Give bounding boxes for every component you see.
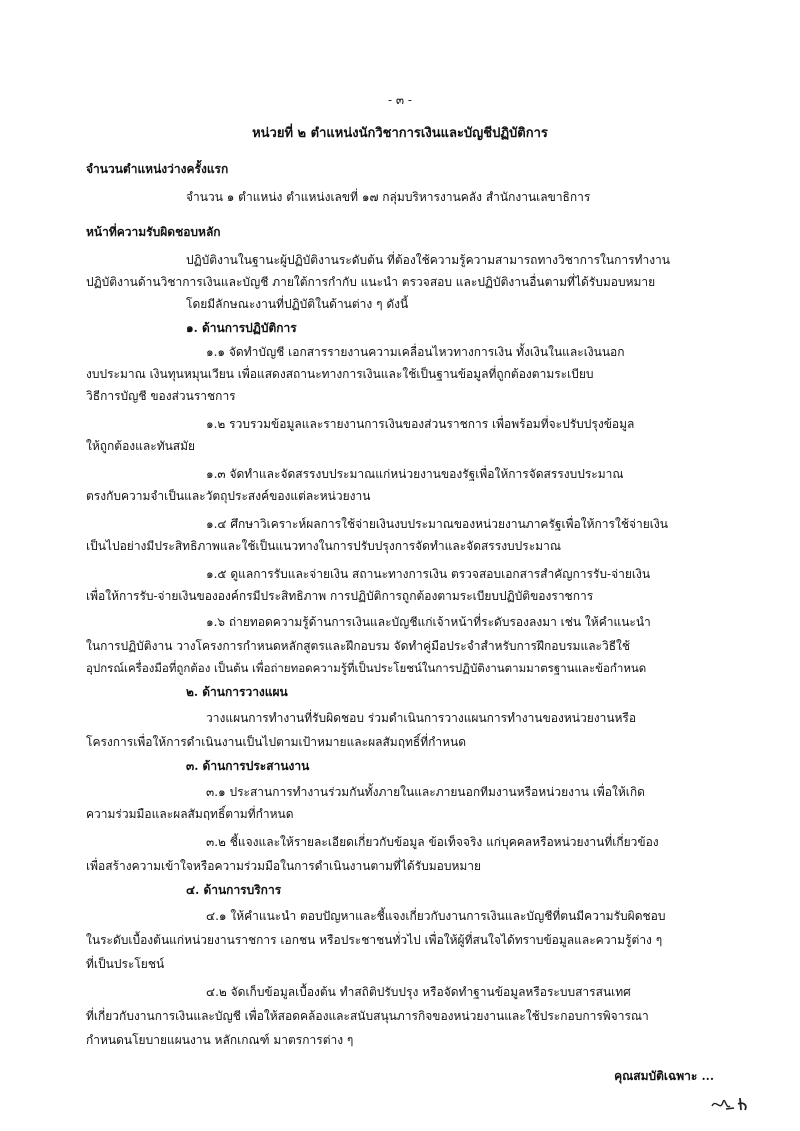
paragraph-line: อุปกรณ์เครื่องมือที่ถูกต้อง เป็นต้น เพื่อถ่ายทอดความรู้ที่เป็นประโยชน์ในการปฏิบัติงานตามมาตรฐานและข้อกำหนด <box>86 661 647 675</box>
paragraph-line: ตรงกับความจำเป็นและวัตถุประสงค์ของแต่ละหน่วยงาน <box>86 489 371 503</box>
paragraph-line: ๓.๑ ประสานการทำงานร่วมกันทั้งภายในและภายนอกทีมงานหรือหน่วยงาน เพื่อให้เกิด <box>206 785 645 799</box>
paragraph-line: ในระดับเบื้องต้นแก่หน่วยงานราชการ เอกชน หรือประชาชนทั่วไป เพื่อให้ผู้ที่สนใจได้ทราบข้อมูลและความรู้ต่าง ๆ <box>86 933 663 947</box>
duties-intro-line: ปฏิบัติงานด้านวิชาการเงินและบัญชี ภายใต้การกำกับ แนะนำ ตรวจสอบ และปฏิบัติงานอื่นตามที่ได้รับมอบหมาย <box>86 275 656 289</box>
paragraph-line: ในการปฏิบัติงาน วางโครงการกำหนดหลักสูตรและฝึกอบรม จัดทำคู่มือประจำสำหรับการฝึกอบรมและวิธีใช้ <box>86 639 631 653</box>
paragraph-line: เพื่อสร้างความเข้าใจหรือความร่วมมือในการดำเนินงานตามที่ได้รับมอบหมาย <box>86 859 482 873</box>
paragraph-line: ๑.๓ จัดทำและจัดสรรงบประมาณแก่หน่วยงานของรัฐเพื่อให้การจัดสรรงบประมาณ <box>206 467 624 481</box>
paragraph-line: ที่เกี่ยวกับงานการเงินและบัญชี เพื่อให้สอดคล้องและสนับสนุนภารกิจของหน่วยงานและใช้ประกอบการพิจารณา <box>86 1009 649 1023</box>
paragraph-line: ๑.๖ ถ่ายทอดความรู้ด้านการเงินและบัญชีแก่เจ้าหน้าที่ระดับรองลงมา เช่น ให้คำแนะนำ <box>206 615 651 629</box>
initials-signature <box>708 1092 752 1116</box>
paragraph-line: กำหนดนโยบายแผนงาน หลักเกณฑ์ มาตรการต่าง ๆ <box>86 1033 354 1047</box>
paragraph-line: ให้ถูกต้องและทันสมัย <box>86 439 196 453</box>
paragraph-line: วางแผนการทำงานที่รับผิดชอบ ร่วมดำเนินการวางแผนการทำงานของหน่วยงานหรือ <box>206 711 637 725</box>
paragraph-line: เป็นไปอย่างมีประสิทธิภาพและใช้เป็นแนวทางในการปรับปรุงการจัดทำและจัดสรรงบประมาณ <box>86 539 561 553</box>
paragraph-line: ๑.๔ ศึกษาวิเคราะห์ผลการใช้จ่ายเงินงบประมาณของหน่วยงานภาครัฐเพื่อให้การใช้จ่ายเงิน <box>206 517 668 531</box>
paragraph-line: ๓.๒ ชี้แจงและให้รายละเอียดเกี่ยวกับข้อมูล ข้อเท็จจริง แก่บุคคลหรือหน่วยงานที่เกี่ยวข้อง <box>206 835 659 849</box>
paragraph-line: ๑.๑ จัดทำบัญชี เอกสารรายงานความเคลื่อนไหวทางการเงิน ทั้งเงินในและเงินนอก <box>206 345 625 359</box>
paragraph-line: ที่เป็นประโยชน์ <box>86 957 165 971</box>
page-title: หน่วยที่ ๒ ตำแหน่งนักวิชาการเงินและบัญชีปฏิบัติการ <box>252 126 548 141</box>
paragraph-line: โครงการเพื่อให้การดำเนินงานเป็นไปตามเป้าหมายและผลสัมฤทธิ์ที่กำหนด <box>86 735 467 749</box>
paragraph-line: ๑.๕ ดูแลการรับและจ่ายเงิน สถานะทางการเงิน ตรวจสอบเอกสารสำคัญการรับ-จ่ายเงิน <box>206 567 651 581</box>
paragraph-line: ความร่วมมือและผลสัมฤทธิ์ตามที่กำหนด <box>86 807 294 821</box>
paragraph-line: เพื่อให้การรับ-จ่ายเงินขององค์กรมีประสิทธิภาพ การปฏิบัติการถูกต้องตามระเบียบปฏิบัติของราชการ <box>86 589 594 603</box>
duties-heading: หน้าที่ความรับผิดชอบหลัก <box>86 225 221 239</box>
paragraph-line: ๑.๒ รวบรวมข้อมูลและรายงานการเงินของส่วนราชการ เพื่อพร้อมที่จะปรับปรุงข้อมูล <box>206 417 635 431</box>
paragraph-line: ๔.๑ ให้คำแนะนำ ตอบปัญหาและชี้แจงเกี่ยวกับงานการเงินและบัญชีที่ตนมีความรับผิดชอบ <box>206 909 666 923</box>
duties-intro-line: โดยมีลักษณะงานที่ปฏิบัติในด้านต่าง ๆ ดังนี้ <box>186 297 409 311</box>
vacancy-text: จำนวน ๑ ตำแหน่ง ตำแหน่งเลขที่ ๑๗ กลุ่มบริหารงานคลัง สำนักงานเลขาธิการ <box>186 190 591 204</box>
continuation-note: คุณสมบัติเฉพาะ ... <box>614 1069 714 1083</box>
section-heading: ๑. ด้านการปฏิบัติการ <box>186 321 297 335</box>
section-heading: ๓. ด้านการประสานงาน <box>186 759 310 773</box>
paragraph-line: งบประมาณ เงินทุนหมุนเวียน เพื่อแสดงสถานะทางการเงินและใช้เป็นฐานข้อมูลที่ถูกต้องตามระเบียบ <box>86 367 594 381</box>
page-number: - ๓ - <box>388 93 412 107</box>
duties-intro-line: ปฏิบัติงานในฐานะผู้ปฏิบัติงานระดับต้น ที่ต้องใช้ความรู้ความสามารถทางวิชาการในการทำงาน <box>186 253 670 267</box>
vacancy-heading: จำนวนตำแหน่งว่างครั้งแรก <box>86 162 229 176</box>
section-heading: ๔. ด้านการบริการ <box>186 883 282 897</box>
paragraph-line: วิธีการบัญชี ของส่วนราชการ <box>86 389 236 403</box>
section-heading: ๒. ด้านการวางแผน <box>186 685 288 699</box>
paragraph-line: ๔.๒ จัดเก็บข้อมูลเบื้องต้น ทำสถิติปรับปรุง หรือจัดทำฐานข้อมูลหรือระบบสารสนเทศ <box>206 985 631 999</box>
